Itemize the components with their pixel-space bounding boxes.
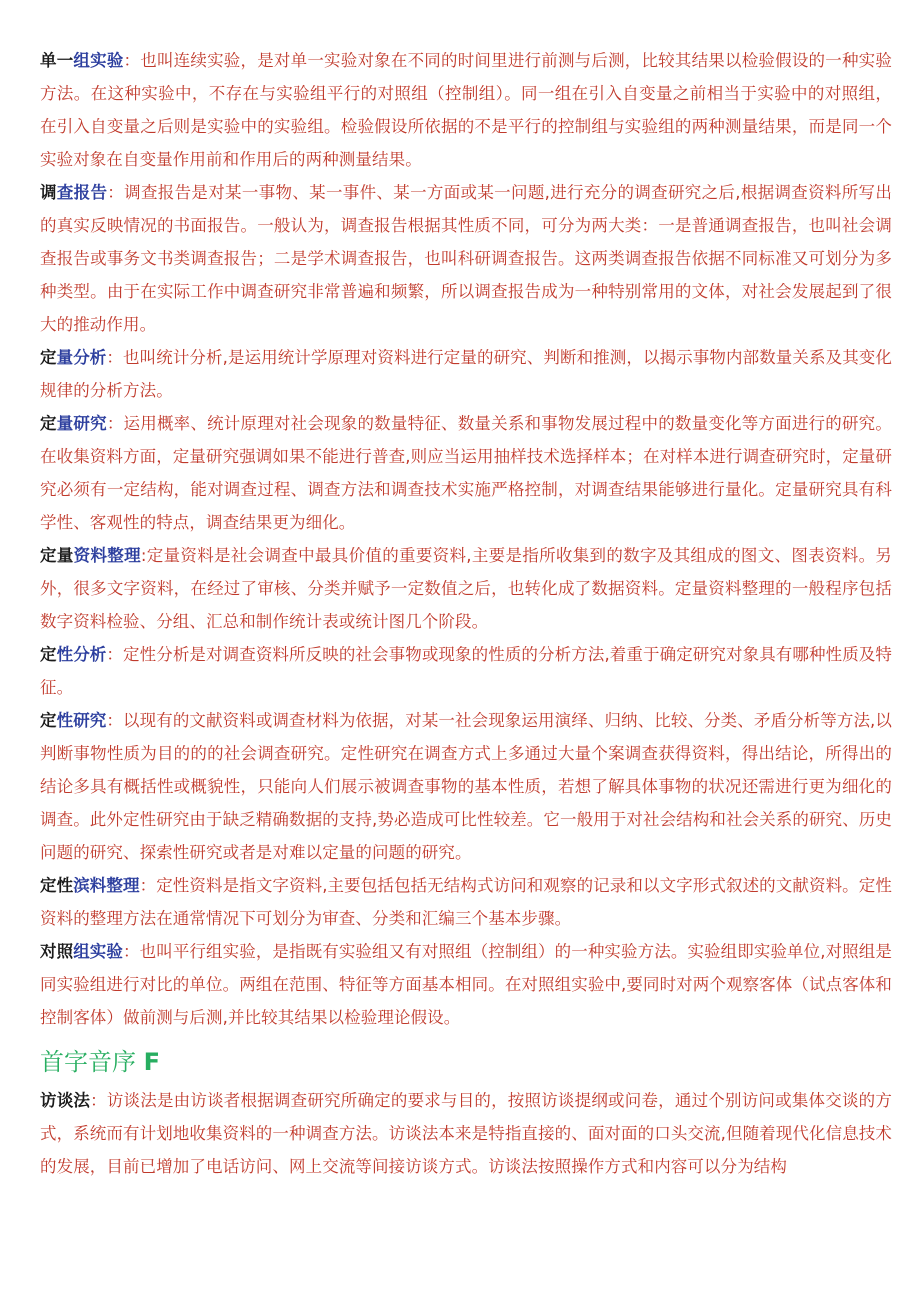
entry-term (40, 711, 106, 730)
glossary-entry (40, 539, 892, 638)
term-part: 量分析 (56, 348, 107, 367)
entry-term (40, 645, 106, 664)
term-part: 定 (40, 711, 57, 730)
entry-definition: ：也叫平行组实验，是指既有实验组又有对照组（控制组）的一种实验方法。实验组即实验单位,对照组是同实验组进行对比的单位。两组在范围、特征等方面基本相同。在对照组实验中,要同时对两个观察客体（试点客体和控制客体）做前测与后测,并比较其结果以检验理论假设。 (40, 942, 892, 1027)
entry-definition: ：以现有的文献资料或调查材料为依据，对某一社会现象运用演绎、归纳、比较、分类、矛盾分析等方法,以判断事物性质为目的的的社会调查研究。定性研究在调查方式上多通过大量个案调查获得资料，得出结论，所得出的结论多具有概括性或概貌性，只能向人们展示被调查事物的基本性质，若想了解具体事物的状况还需进行更为细化的调查。此外定性研究由于缺乏精确数据的支持,势必造成可比性较差。它一般用于对社会结构和社会关系的研究、历史问题的研究、探索性研究或者是对难以定量的问题的研究。 (40, 711, 892, 862)
term-part: 访谈法 (40, 1091, 91, 1110)
entry-definition: ：调查报告是对某一事物、某一事件、某一方面或某一问题,进行充分的调查研究之后,根据调查资料所写出的真实反映情况的书面报告。一般认为，调查报告根据其性质不同，可分为两大类：一是普通调查报告，也叫社会调查报告或事务文书类调查报告；二是学术调查报告，也叫科研调查报告。这两类调查报告依据不同标准又可划分为多种类型。由于在实际工作中调查研究非常普遍和频繁，所以调查报告成为一种特别常用的文体，对社会发展起到了很大的推动作用。 (40, 183, 892, 334)
glossary-page (40, 44, 892, 1183)
entry-term (40, 1091, 90, 1110)
entry-definition: ：访谈法是由访谈者根据调查研究所确定的要求与目的，按照访谈提纲或问卷，通过个别访问或集体交谈的方式，系统而有计划地收集资料的一种调查方法。访谈法本来是特指直接的、面对面的口头交流,但随着现代化信息技术的发展，目前已增加了电话访问、网上交流等间接访谈方式。访谈法按照操作方式和内容可以分为结构 (40, 1091, 892, 1176)
glossary-entry (40, 407, 892, 539)
entry-definition: ：也叫连续实验，是对单一实验对象在不同的时间里进行前测与后测，比较其结果以检验假设的一种实验方法。在这种实验中，不存在与实验组平行的对照组（控制组）。同一组在引入自变量之前相当于实验中的对照组，在引入自变量之后则是实验中的实验组。检验假设所依据的不是平行的控制组与实验组的两种测量结果，而是同一个实验对象在自变量作用前和作用后的两种测量结果。 (40, 51, 892, 169)
entry-term (40, 942, 123, 961)
section-heading-letter: F (143, 1048, 161, 1076)
term-part: 资料整理 (73, 546, 141, 565)
entry-definition: ：也叫统计分析,是运用统计学原理对资料进行定量的研究、判断和推测，以揭示事物内部数量关系及其变化规律的分析方法。 (40, 348, 892, 400)
glossary-entry (40, 176, 892, 341)
entry-definition: :定量资料是社会调查中最具价值的重要资料,主要是指所收集到的数字及其组成的图文、图表资料。另外，很多文字资料，在经过了审核、分类并赋予一定数值之后，也转化成了数据资料。定量资料整理的一般程序包括数字资料检验、分组、汇总和制作统计表或统计图几个阶段。 (40, 546, 893, 631)
entry-term (40, 414, 107, 433)
glossary-entry (40, 935, 892, 1034)
term-part: 性分析 (56, 645, 107, 664)
term-part: 定 (40, 348, 57, 367)
section-heading-f (40, 1042, 892, 1082)
entry-term (40, 546, 141, 565)
glossary-entry (40, 638, 892, 704)
term-part: 单一 (40, 51, 74, 70)
glossary-entry (40, 44, 892, 176)
term-part: 组实验 (73, 51, 124, 70)
entry-term (40, 183, 107, 202)
term-part: 定 (40, 645, 57, 664)
term-part: 定性 (40, 876, 74, 895)
term-part: 量研究 (56, 414, 107, 433)
entry-definition: ：定性资料是指文字资料,主要包括包括无结构式访问和观察的记录和以文字形式叙述的文献资料。定性资料的整理方法在通常情况下可划分为审查、分类和汇编三个基本步骤。 (40, 876, 892, 928)
entry-definition: ：运用概率、统计原理对社会现象的数量特征、数量关系和事物发展过程中的数量变化等方面进行的研究。在收集资料方面，定量研究强调如果不能进行普查,则应当运用抽样技术选择样本；在对样本进行调查研究时，定量研究必须有一定结构，能对调查过程、调查方法和调查技术实施严格控制，对调查结果能够进行量化。定量研究具有科学性、客观性的特点，调查结果更为细化。 (40, 414, 892, 532)
glossary-entry (40, 341, 892, 407)
glossary-entry (40, 869, 892, 935)
term-part: 调 (40, 183, 57, 202)
term-part: 对照 (40, 942, 74, 961)
entry-definition: ：定性分析是对调查资料所反映的社会事物或现象的性质的分析方法,着重于确定研究对象具有哪种性质及特征。 (40, 645, 892, 697)
entry-term (40, 51, 124, 70)
term-part: 滨料整理 (73, 876, 140, 895)
glossary-entry (40, 1084, 892, 1183)
entry-term (40, 876, 140, 895)
term-part: 组实验 (73, 942, 124, 961)
section-heading-text: 首字音序 (40, 1048, 136, 1076)
glossary-entry (40, 704, 892, 869)
term-part: 性研究 (56, 711, 107, 730)
entry-term (40, 348, 106, 367)
term-part: 定量 (40, 546, 74, 565)
term-part: 定 (40, 414, 57, 433)
term-part: 查报告 (56, 183, 108, 202)
